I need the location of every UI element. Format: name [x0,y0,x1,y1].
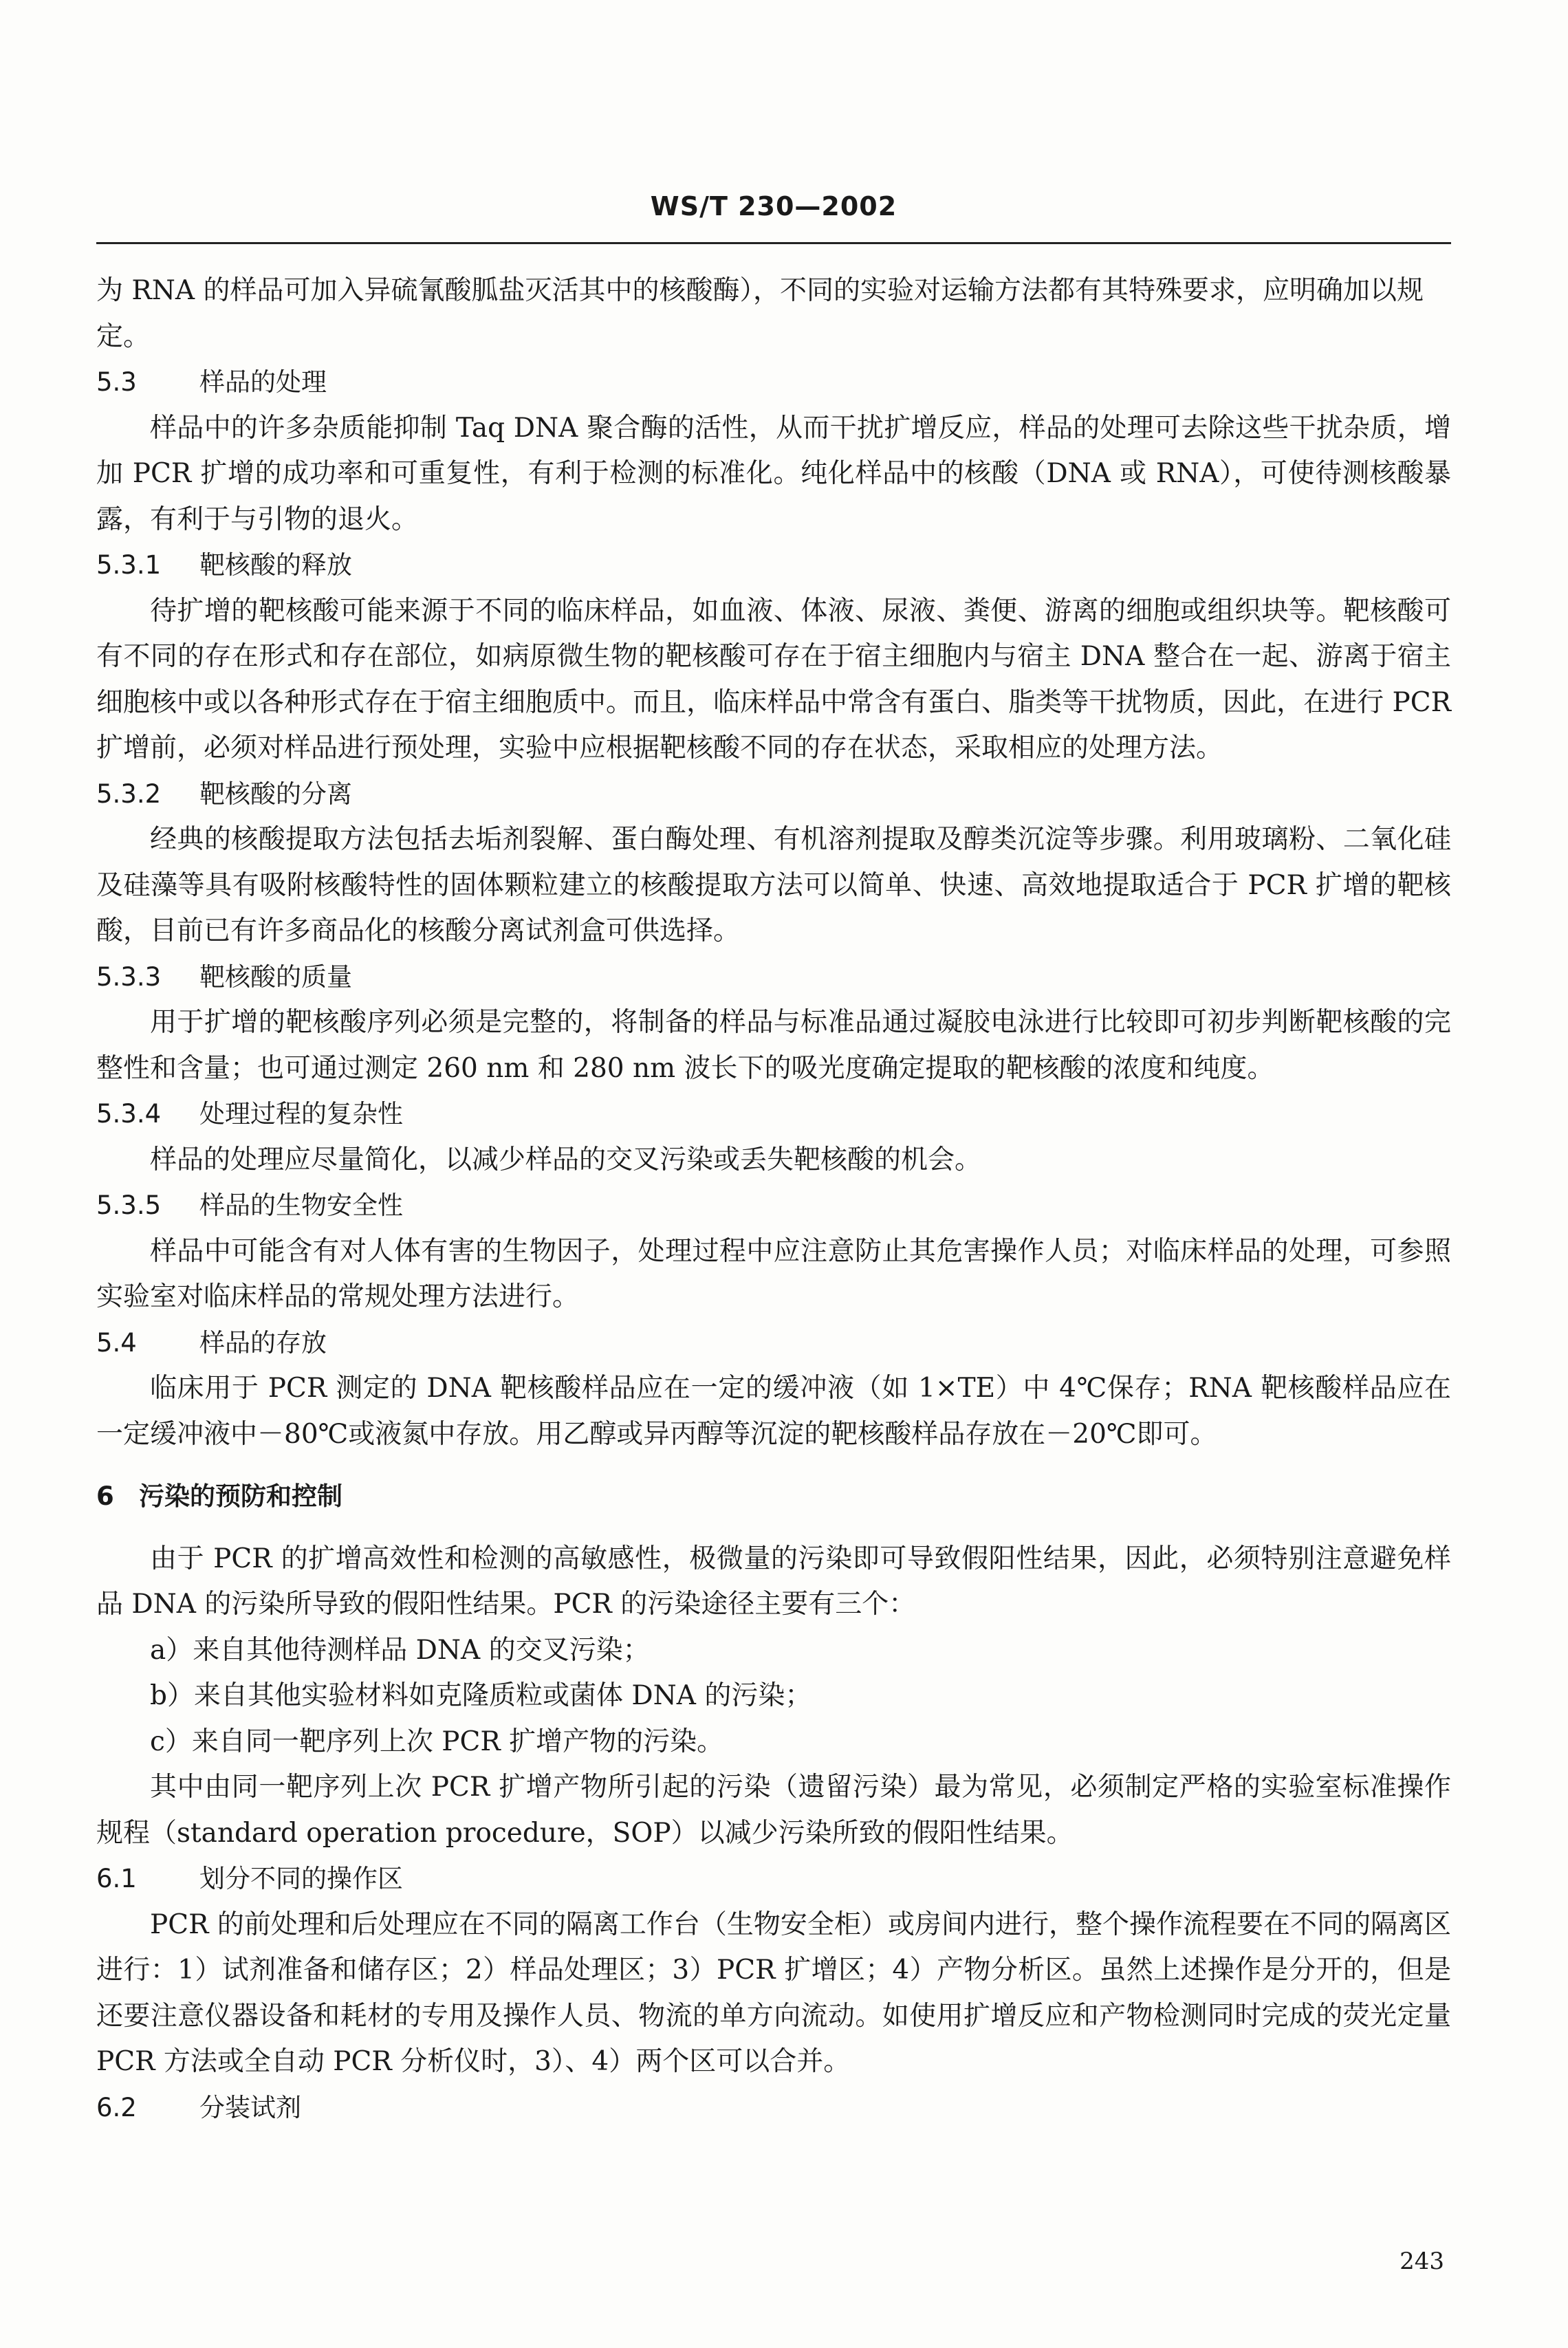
section-title: 划分不同的操作区 [199,1864,403,1893]
section-number: 6.1 [96,1864,137,1893]
section-heading-5-3-4 [96,1091,1451,1138]
list-item: b）来自其他实验材料如克隆质粒或菌体 DNA 的污染； [150,1680,812,1711]
paragraph: 样品中的许多杂质能抑制 Taq DNA 聚合酶的活性，从而干扰扩增反应，样品的处理可去除这些干扰杂质，增加 PCR 扩增的成功率和可重复性，有利于检测的标准化。纯化样品中的核酸（DNA 或 RNA），可使待测核酸暴露，有利于与引物的退火。 [96,412,1451,535]
document-body [96,268,1451,2131]
section-number: 5.3 [96,367,137,397]
section-title: 处理过程的复杂性 [199,1099,403,1129]
paragraph: 经典的核酸提取方法包括去垢剂裂解、蛋白酶处理、有机溶剂提取及醇类沉淀等步骤。利用玻璃粉、二氧化硅及硅藻等具有吸附核酸特性的固体颗粒建立的核酸提取方法可以简单、快速、高效地提取适合于 PCR 扩增的靶核酸，目前已有许多商品化的核酸分离试剂盒可供选择。 [96,824,1451,946]
standard-code-header: WS/T 230—2002 [650,191,897,221]
section-heading-5-3-3 [96,955,1451,1001]
paragraph: 用于扩增的靶核酸序列必须是完整的，将制备的样品与标准品通过凝胶电泳进行比较即可初步判断靶核酸的完整性和含量；也可通过测定 260 nm 和 280 nm 波长下的吸光度确定提取的靶核酸的浓度和纯度。 [96,1007,1451,1084]
paragraph: PCR 的前处理和后处理应在不同的隔离工作台（生物安全柜）或房间内进行，整个操作流程要在不同的隔离区进行：1）试剂准备和储存区；2）样品处理区；3）PCR 扩增区；4）产物分析区。虽然上述操作是分开的，但是还要注意仪器设备和耗材的专用及操作人员、物流的单方向流动。如使用扩增反应和产物检测同时完成的荧光定量 PCR 方法或全自动 PCR 分析仪时，3）、4）两个区可以合并。 [96,1909,1451,2077]
section-title: 靶核酸的释放 [199,550,352,580]
section-title: 样品的生物安全性 [199,1191,403,1220]
chapter-number: 6 [96,1481,114,1511]
section-number: 5.3.2 [96,779,162,809]
paragraph: 样品中可能含有对人体有害的生物因子，处理过程中应注意防止其危害操作人员；对临床样品的处理，可参照实验室对临床样品的常规处理方法进行。 [96,1235,1451,1312]
paragraph: 为 RNA 的样品可加入异硫氰酸胍盐灭活其中的核酸酶），不同的实验对运输方法都有其特殊要求，应明确加以规定。 [96,275,1424,352]
document-page [96,0,1451,2348]
chapter-title: 污染的预防和控制 [139,1481,342,1511]
section-heading-6-1 [96,1856,1451,1902]
page-number: 243 [1400,2248,1444,2275]
section-title: 靶核酸的分离 [199,779,352,809]
paragraph: 其中由同一靶序列上次 PCR 扩增产物所引起的污染（遗留污染）最为常见，必须制定严格的实验室标准操作规程（standard operation procedure，SOP）以减少污染所致的假阳性结果。 [96,1772,1451,1849]
section-heading-5-3-5 [96,1183,1451,1229]
section-title: 样品的存放 [199,1327,327,1358]
list-item: c）来自同一靶序列上次 PCR 扩增产物的污染。 [150,1726,724,1757]
section-heading-6-2 [96,2085,1451,2131]
section-number: 5.3.5 [96,1191,162,1220]
section-heading-5-4 [96,1320,1451,1367]
section-heading-5-3-2 [96,772,1451,818]
paragraph: 由于 PCR 的扩增高效性和检测的高敏感性，极微量的污染即可导致假阳性结果，因此，必须特别注意避免样品 DNA 的污染所导致的假阳性结果。PCR 的污染途径主要有三个： [96,1543,1451,1620]
section-number: 5.3.4 [96,1099,162,1129]
section-number: 6.2 [96,2092,137,2122]
section-title: 分装试剂 [199,2092,301,2122]
chapter-heading-6 [96,1474,1451,1520]
section-heading-5-3-1 [96,543,1451,589]
list-item: a）来自其他待测样品 DNA 的交叉污染； [150,1634,650,1666]
header-divider [96,242,1451,244]
paragraph: 待扩增的靶核酸可能来源于不同的临床样品，如血液、体液、尿液、粪便、游离的细胞或组织块等。靶核酸可有不同的存在形式和存在部位，如病原微生物的靶核酸可存在于宿主细胞内与宿主 DNA 整合在一起、游离于宿主细胞核中或以各种形式存在于宿主细胞质中。而且，临床样品中常含有蛋白、脂类等干扰物质，因此，在进行 PCR 扩增前，必须对样品进行预处理，实验中应根据靶核酸不同的存在状态，采取相应的处理方法。 [96,595,1451,763]
section-heading-5-3 [96,360,1451,406]
paragraph: 临床用于 PCR 测定的 DNA 靶核酸样品应在一定的缓冲液（如 1×TE）中 4℃保存；RNA 靶核酸样品应在一定缓冲液中－80℃或液氮中存放。用乙醇或异丙醇等沉淀的靶核酸样品存放在－20℃即可。 [96,1373,1451,1450]
section-number: 5.3.1 [96,550,162,580]
paragraph: 样品的处理应尽量简化，以减少样品的交叉污染或丢失靶核酸的机会。 [150,1144,982,1175]
section-number: 5.3.3 [96,961,162,992]
section-title: 靶核酸的质量 [199,961,352,992]
section-number: 5.4 [96,1327,137,1358]
section-title: 样品的处理 [199,367,327,397]
